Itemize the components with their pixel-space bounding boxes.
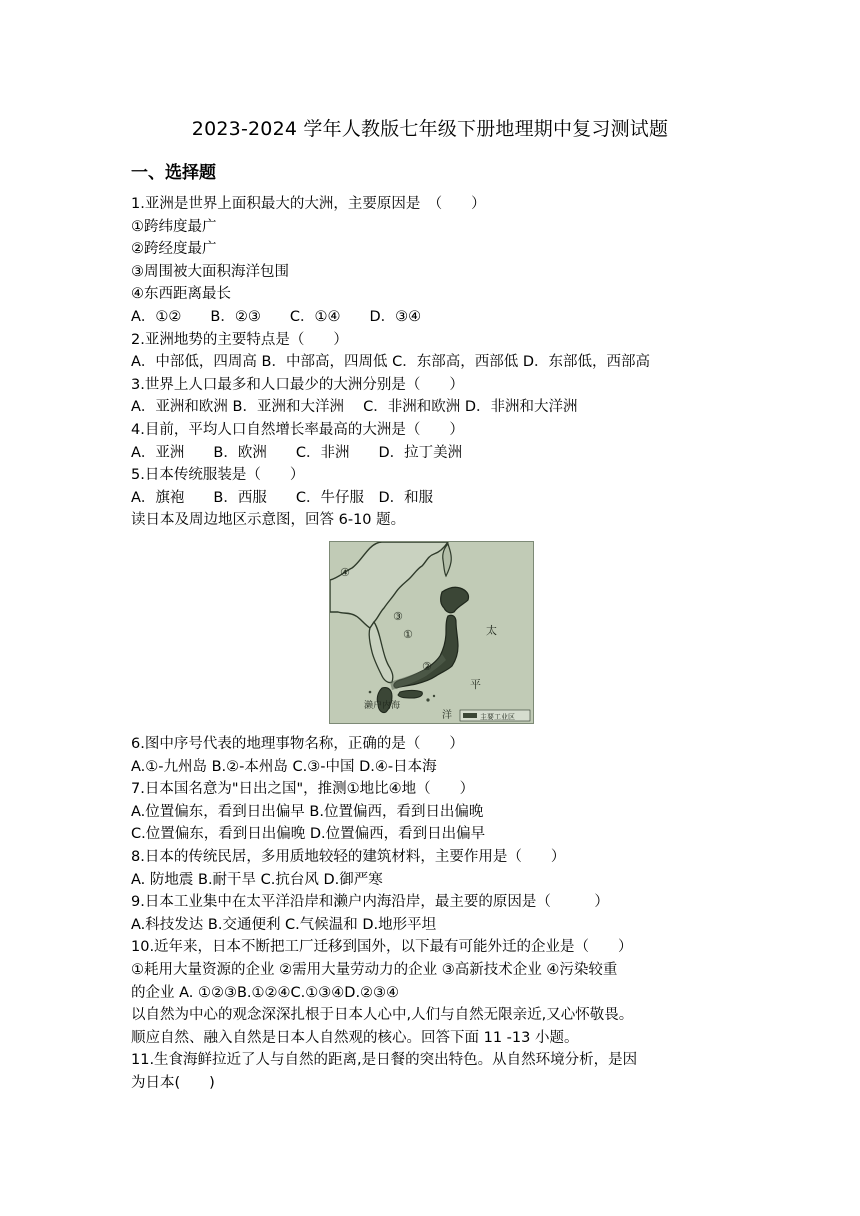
text-line: ④东西距离最长 <box>131 286 231 303</box>
small-island <box>433 695 435 697</box>
label-tai: 太 <box>486 624 497 637</box>
text-line: ③周围被大面积海洋包围 <box>131 263 289 280</box>
text-line: 读日本及周边地区示意图，回答 6-10 题。 <box>131 512 406 529</box>
text-line: 的企业 A. ①②③B.①②④C.①③④D.②③④ <box>131 984 400 1001</box>
text-line: A．①② B．②③ C．①④ D．③④ <box>131 308 422 325</box>
document-title: 2023-2024 学年人教版七年级下册地理期中复习测试题 <box>191 118 669 140</box>
label-n2: ② <box>422 660 432 673</box>
text-line: A．旗袍 B．西服 C．牛仔服 D．和服 <box>131 489 434 506</box>
text-line: A.科技发达 B.交通便利 C.气候温和 D.地形平坦 <box>131 916 437 933</box>
section-heading: 一、选择题 <box>131 163 216 183</box>
text-line: A.位置偏东，看到日出偏早 B.位置偏西，看到日出偏晚 <box>131 803 484 820</box>
label-setonaikai: 濑户内海 <box>364 701 401 711</box>
label-n4: ④ <box>340 566 350 579</box>
small-island <box>426 698 429 701</box>
text-line: 10.近年来，日本不断把工厂迁移到国外，以下最有可能外迁的企业是（ ） <box>131 939 633 956</box>
label-yang: 洋 <box>442 710 452 721</box>
text-line: A.①-九州岛 B.②-本州岛 C.③-中国 D.④-日本海 <box>131 758 437 775</box>
text-line: A. 防地震 B.耐干旱 C.抗台风 D.御严寒 <box>131 871 383 888</box>
text-line: 顺应自然、融入自然是日本人自然观的核心。回答下面 11 -13 小题。 <box>131 1029 579 1046</box>
small-island <box>369 691 372 694</box>
text-line: ①耗用大量资源的企业 ②需用大量劳动力的企业 ③高新技术企业 ④污染较重 <box>131 961 618 978</box>
text-line: 以自然为中心的观念深深扎根于日本人心中,人们与自然无限亲近,又心怀敬畏。 <box>131 1007 634 1024</box>
questions-block-1 <box>131 193 741 532</box>
text-line: 11.生食海鲜拉近了人与自然的距离,是日餐的突出特色。从自然环境分析，是因 <box>131 1052 638 1069</box>
text-line: 9.日本工业集中在太平洋沿岸和濑户内海沿岸，最主要的原因是（ ） <box>131 894 609 911</box>
text-line: 6.图中序号代表的地理事物名称，正确的是（ ） <box>131 736 464 752</box>
label-n1: ① <box>403 628 413 641</box>
text-line: A．中部低，四周高 B．中部高，四周低 C．东部高，西部低 D．东部低，西部高 <box>131 354 650 371</box>
text-line: 5.日本传统服装是（ ） <box>131 467 305 484</box>
text-line: ①跨纬度最广 <box>131 218 217 235</box>
japan-region-map <box>329 541 534 724</box>
text-line: 1.亚洲是世界上面积最大的大洲，主要原因是 （ ） <box>131 196 486 212</box>
legend-swatch <box>463 713 477 718</box>
legend-label: 主要工业区 <box>480 713 515 721</box>
text-line: A．亚洲和欧洲 B．亚洲和大洋洲 C．非洲和欧洲 D．非洲和大洋洲 <box>131 399 578 416</box>
text-line: 为日本( ) <box>131 1074 215 1091</box>
label-ping: 平 <box>470 678 481 691</box>
questions-block-2 <box>131 733 741 1095</box>
text-line: 2.亚洲地势的主要特点是（ ） <box>131 331 348 348</box>
text-line: 4.目前，平均人口自然增长率最高的大洲是（ ） <box>131 421 464 438</box>
text-line: ②跨经度最广 <box>131 241 217 258</box>
text-line: 8.日本的传统民居，多用质地较轻的建筑材料，主要作用是（ ） <box>131 848 566 865</box>
label-n3: ③ <box>393 610 403 623</box>
text-line: A．亚洲 B．欧洲 C．非洲 D．拉丁美洲 <box>131 444 463 461</box>
text-line: 7.日本国名意为"日出之国"，推测①地比④地（ ） <box>131 781 475 798</box>
text-line: C.位置偏东，看到日出偏晚 D.位置偏西，看到日出偏早 <box>131 826 486 843</box>
shikoku-island <box>398 691 422 699</box>
text-line: 3.世界上人口最多和人口最少的大洲分别是（ ） <box>131 376 464 393</box>
